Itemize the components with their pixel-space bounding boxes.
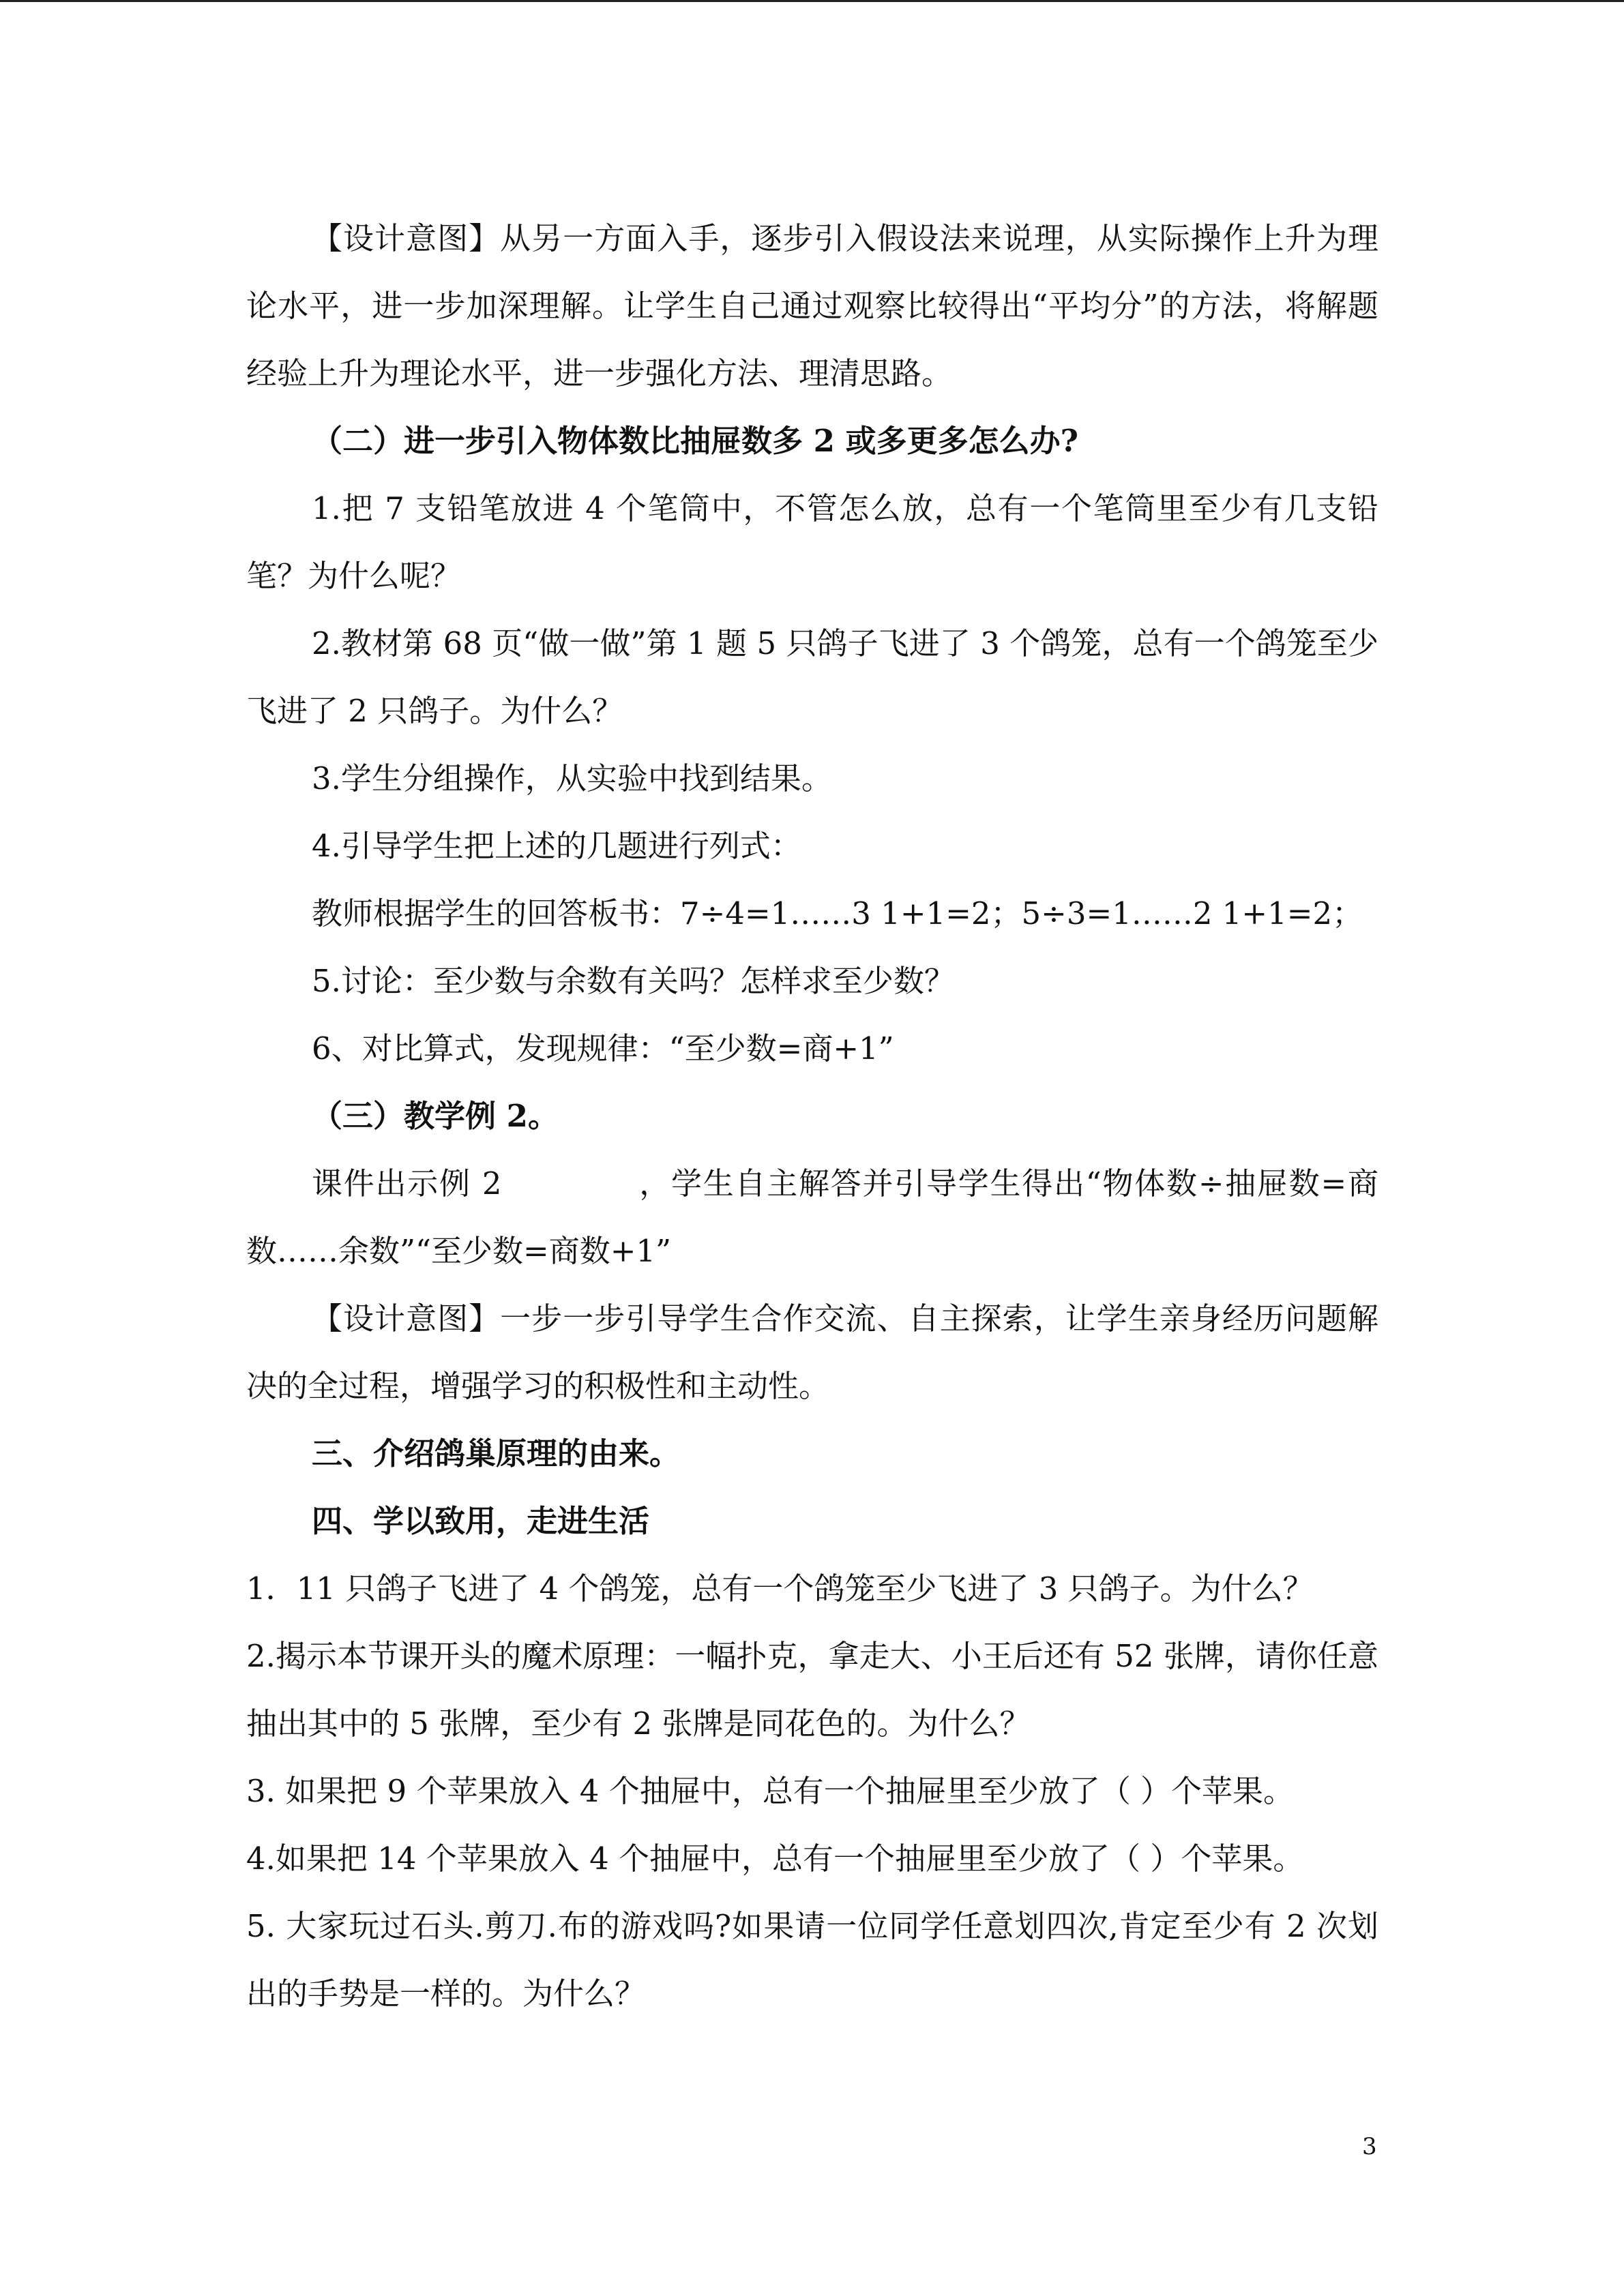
- example-two-paragraph: [246, 1150, 1378, 1285]
- design-intent-paragraph: 【设计意图】从另一方面入手，逐步引入假设法来说理，从实际操作上升为理论水平，进一步加深理解。让学生自己通过观察比较得出“平均分”的方法，将解题经验上升为理论水平，进一步强化方法、理清思路。: [246, 220, 1378, 391]
- exercise-item: 4.如果把 14 个苹果放入 4 个抽屉中，总有一个抽屉里至少放了（ ）个苹果。: [246, 1840, 1304, 1877]
- list-item: 2.教材第 68 页“做一做”第 1 题 5 只鸽子飞进了 3 个鸽笼，总有一个鸽笼至少飞进了 2 只鸽子。为什么？: [246, 625, 1378, 729]
- board-writing-line: 教师根据学生的回答板书：7÷4=1……3 1+1=2；5÷3=1……2 1+1=2；: [312, 895, 1363, 931]
- list-item: 5.讨论：至少数与余数有关吗？怎样求至少数？: [312, 963, 955, 999]
- list-item: 1.把 7 支铅笔放进 4 个笔筒中，不管怎么放，总有一个笔筒里至少有几支铅笔？为什么呢？: [246, 490, 1378, 594]
- top-border-line: [0, 0, 1624, 2]
- design-intent-paragraph: 【设计意图】一步一步引导学生合作交流、自主探索，让学生亲身经历问题解决的全过程，增强学习的积极性和主动性。: [246, 1300, 1378, 1404]
- exercise-item: 2.揭示本节课开头的魔术原理：一幅扑克，拿走大、小王后还有 52 张牌，请你任意抽出其中的 5 张牌，至少有 2 张牌是同花色的。为什么？: [246, 1638, 1378, 1742]
- subheading-two: （二）进一步引入物体数比抽屉数多 2 或多更多怎么办?: [312, 423, 1079, 459]
- example-two-lead: 课件出示例 2: [312, 1165, 502, 1202]
- list-item: 6、对比算式，发现规律：“至少数=商+1”: [312, 1030, 894, 1067]
- example-two-rest: ，学生自主解答并引导学生得出“物体数÷抽屉数=商数……余数”“至少数=商数+1”: [246, 1165, 1378, 1269]
- section-heading: 三、介绍鸽巢原理的由来。: [312, 1435, 681, 1472]
- page-number: 3: [1362, 2133, 1377, 2160]
- list-item: 3.学生分组操作，从实验中找到结果。: [312, 760, 832, 796]
- page-content: [246, 205, 1378, 2027]
- list-item: 4.引导学生把上述的几题进行列式：: [312, 828, 801, 864]
- exercise-item: 5. 大家玩过石头.剪刀.布的游戏吗?如果请一位同学任意划四次,肯定至少有 2 次划出的手势是一样的。为什么？: [246, 1908, 1378, 2012]
- exercise-item: 1．11 只鸽子飞进了 4 个鸽笼，总有一个鸽笼至少飞进了 3 只鸽子。为什么？: [246, 1570, 1314, 1607]
- section-heading: 四、学以致用，走进生活: [312, 1503, 650, 1539]
- exercise-item: 3. 如果把 9 个苹果放入 4 个抽屉中，总有一个抽屉里至少放了（ ）个苹果。: [246, 1773, 1295, 1809]
- subheading-three: （三）教学例 2。: [312, 1098, 559, 1134]
